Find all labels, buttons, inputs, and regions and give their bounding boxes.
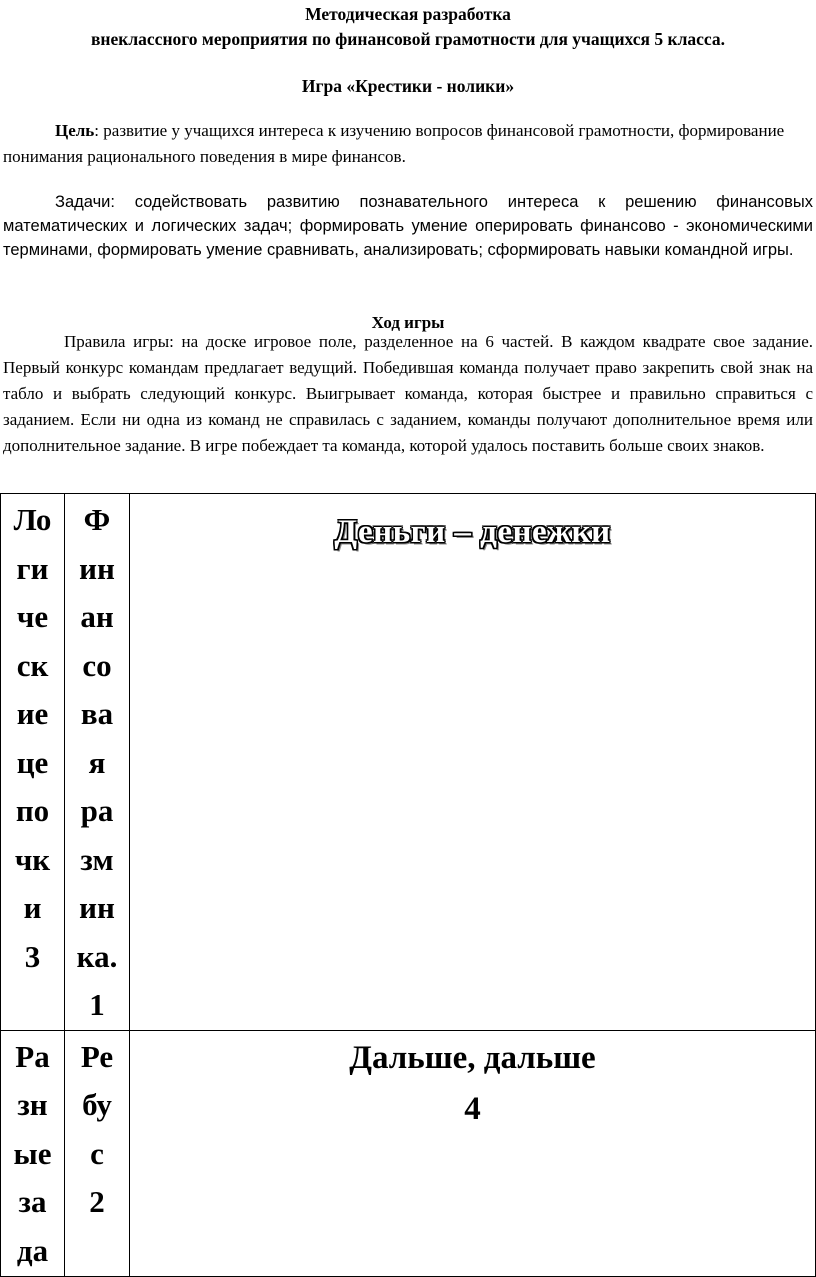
cell-text-fragment: за	[18, 1184, 47, 1219]
rules-paragraph: Правила игры: на доске игровое поле, разделенное на 6 частей. В каждом квадрате свое задание. Первый конкурс командам предлагает ведущий. Победившая команда получает право закрепить свой знак на табло и выбрать следующий конкурс. Выигрывает команда, которая быстрее и правильно справиться с заданием. Если ни одна из команд не справилась с заданием, команды получают дополнительное время или дополнительное задание. В игре побеждает та команда, которой удалось поставить больше своих знаков.	[3, 332, 813, 455]
cell-text-fragment: ан	[80, 599, 114, 634]
doc-heading-line1: Методическая разработка	[305, 4, 511, 24]
cell-text-fragment: 3	[24, 938, 41, 974]
cell-text-fragment: я	[88, 744, 106, 780]
cell-text-fragment: с	[90, 1135, 104, 1171]
cell-money	[130, 494, 816, 1031]
cell-further-title: Дальше, дальше	[349, 1039, 596, 1076]
cell-text-fragment: чк	[14, 841, 51, 877]
cell-further-number: 4	[464, 1090, 481, 1127]
game-board-table	[0, 493, 816, 1277]
cell-text-fragment: че	[16, 599, 49, 634]
goal-text: : развитие у учащихся интереса к изучению вопросов финансовой грамотности, формирование понимания рационального поведения в мире финансов.	[3, 121, 785, 166]
cell-rebus	[65, 1030, 130, 1276]
cell-text-fragment: Ф	[83, 502, 111, 537]
cell-money-title: Деньги – денежки	[334, 514, 611, 550]
cell-text-fragment: да	[16, 1232, 49, 1268]
cell-text-fragment: зн	[17, 1087, 48, 1122]
doc-heading-line2: внеклассного мероприятия по финансовой грамотности для учащихся 5 класса.	[90, 29, 726, 49]
cell-text-fragment: це	[16, 744, 49, 780]
cell-text-fragment: Ре	[80, 1038, 114, 1074]
course-heading: Ход игры	[371, 313, 445, 332]
cell-text-fragment: ги	[16, 550, 49, 586]
cell-text-fragment: Ра	[15, 1038, 50, 1074]
tasks-paragraph: Задачи: содействовать развитию познавательного интереса к решению финансовых математических и логических задач; формировать умение оперировать финансово - экономическими терминами, формировать умение сравнивать, анализировать; сформировать навыки командной игры.	[3, 193, 813, 259]
cell-text-fragment: ие	[16, 696, 49, 731]
cell-text-fragment: ые	[13, 1135, 52, 1171]
cell-text-fragment: ск	[16, 647, 49, 683]
cell-financial-variety	[65, 494, 130, 1031]
goal-paragraph	[3, 118, 813, 170]
cell-further	[130, 1030, 816, 1276]
cell-text-fragment: ин	[79, 890, 115, 925]
cell-text-fragment: по	[15, 793, 50, 828]
cell-text-fragment: зм	[80, 841, 114, 877]
cell-text-fragment: и	[23, 890, 42, 925]
cell-text-fragment: бу	[82, 1087, 112, 1122]
cell-text-fragment: 2	[89, 1184, 105, 1219]
cell-logic-puzzles	[1, 494, 65, 1031]
cell-text-fragment: со	[82, 647, 112, 683]
cell-text-fragment: ин	[79, 550, 115, 586]
goal-label: Цель	[55, 121, 95, 140]
cell-various-tasks	[1, 1030, 65, 1276]
cell-text-fragment: Ло	[13, 502, 52, 537]
cell-text-fragment: ка.	[76, 938, 118, 974]
cell-text-fragment: 1	[89, 987, 105, 1022]
game-title: Игра «Крестики - нолики»	[301, 76, 515, 96]
cell-text-fragment: ва	[80, 696, 114, 731]
cell-text-fragment: ра	[80, 793, 114, 828]
